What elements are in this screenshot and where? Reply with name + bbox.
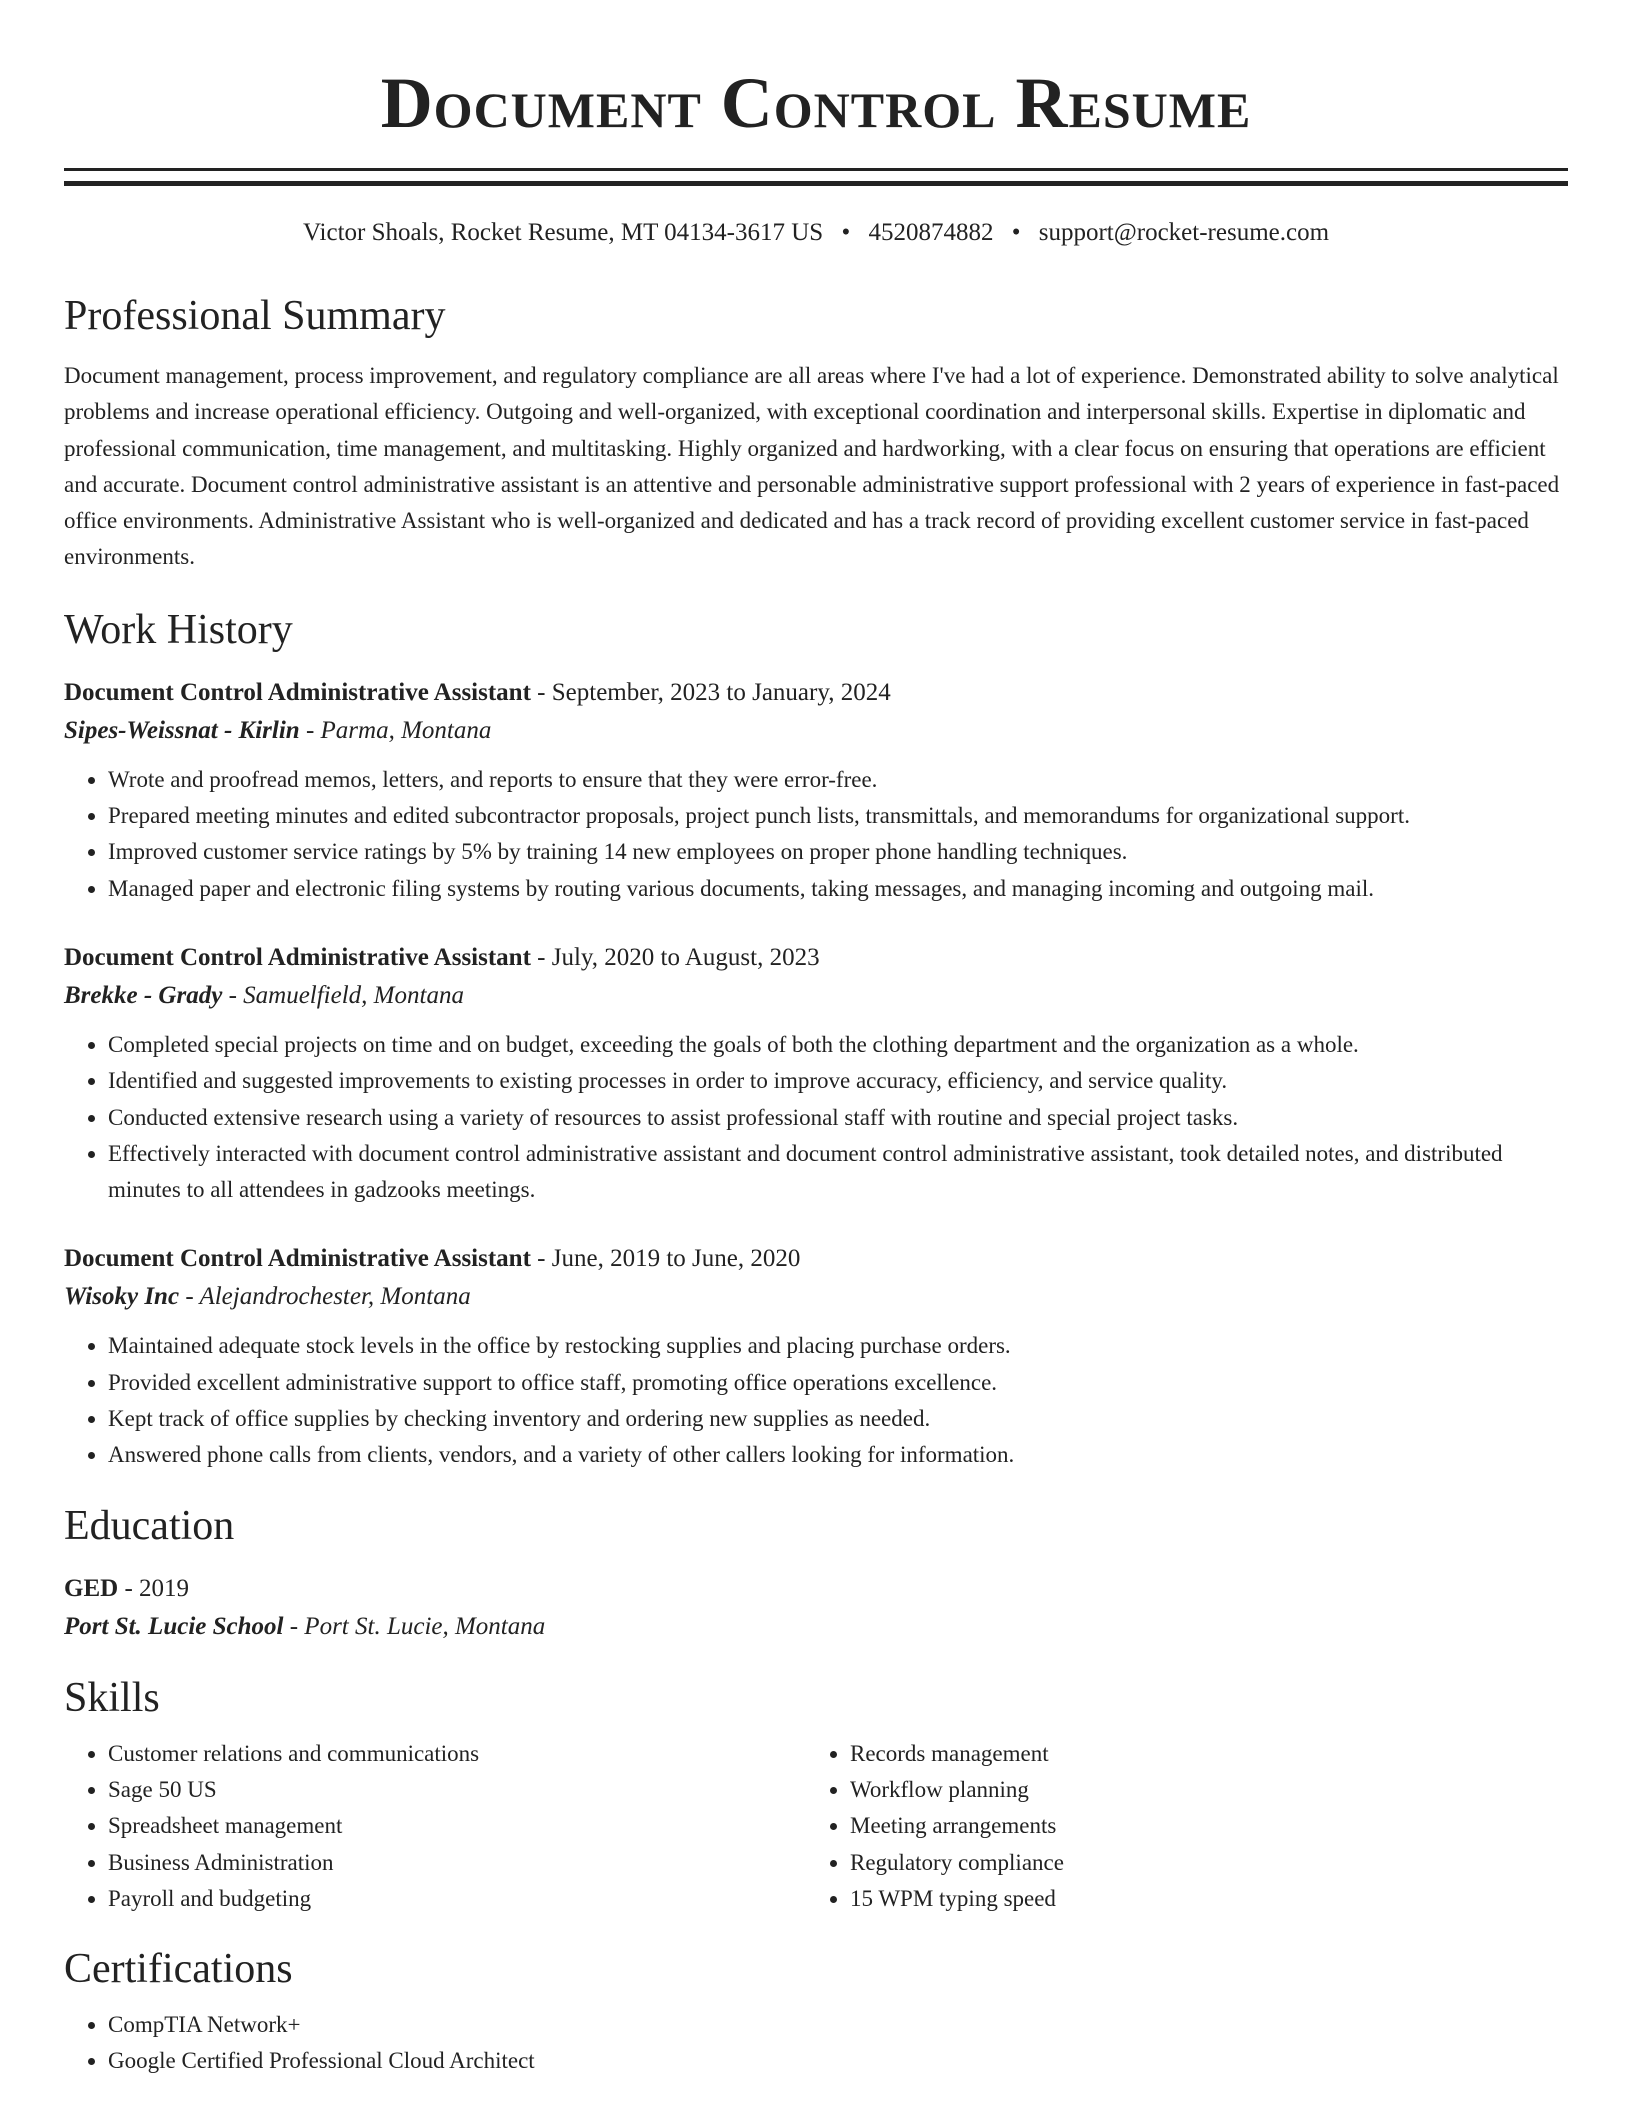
degree-line (64, 1570, 1568, 1608)
school-name: Port St. Lucie School (64, 1612, 284, 1640)
job-title-line (64, 1240, 1568, 1278)
certifications-heading: Certifications (64, 1946, 293, 1993)
skills-heading: Skills (64, 1674, 160, 1721)
skill-item: • 15 WPM typing speed (850, 1881, 1548, 1917)
job-role: Document Control Administrative Assistant (64, 1245, 531, 1273)
job-title-line (64, 674, 1568, 712)
summary-text: Document management, process improvement, and regulatory compliance are all areas where I've had a lot of experience. Demonstrated ability to solve analytical problems and increase operational efficiency. Outgoing and well-organized, with exceptional coordination and interpersonal skills. Expertise in diplomatic and professional communication, time management, and multitasking. Highly organized and hardworking, with a clear focus on ensuring that operations are efficient and accurate. Document control administrative assistant is an attentive and personable administrative support professional with 2 years of experience in fast-paced office environments. Administrative Assistant who is well-organized and dedicated and has a track record of providing excellent customer service in fast-paced environments. (64, 363, 1560, 570)
education-heading: Education (64, 1502, 235, 1549)
job-duties-list (64, 762, 1568, 907)
list-item: • Maintained adequate stock levels in the office by restocking supplies and placing purchase orders. (108, 1328, 1568, 1364)
list-item: • Effectively interacted with document control administrative assistant and document control administrative assistant, took detailed notes, and distributed minutes to all attendees in gadzooks meetings. (108, 1136, 1568, 1209)
job-duties-list (64, 1027, 1568, 1208)
contact-phone: 4520874882 (868, 219, 994, 246)
title-double-rule (64, 168, 1568, 186)
skill-item: • Spreadsheet management (108, 1808, 806, 1844)
job-dates: June, 2019 to June, 2020 (551, 1245, 801, 1273)
list-item: • Improved customer service ratings by 5% by training 14 new employees on proper phone handling techniques. (108, 834, 1568, 870)
dash: - (222, 981, 244, 1009)
contact-address: Victor Shoals, Rocket Resume, MT 04134-3617 US (302, 219, 824, 246)
job-role: Document Control Administrative Assistant (64, 678, 531, 706)
dash: - (530, 1245, 552, 1273)
list-item: • Completed special projects on time and on budget, exceeding the goals of both the clothing department and the organization as a whole. (108, 1027, 1568, 1063)
skills-grid (64, 1736, 1568, 1917)
list-item: • Conducted extensive research using a variety of resources to assist professional staff with routine and special project tasks. (108, 1100, 1568, 1136)
skill-item: • Payroll and budgeting (108, 1881, 806, 1917)
certifications-list (64, 2007, 1568, 2080)
job-location: Samuelfield, Montana (243, 981, 464, 1009)
job-entry (64, 1240, 1568, 1473)
dash: - (283, 1612, 305, 1640)
dash: - (118, 1574, 140, 1602)
degree: GED (64, 1574, 119, 1602)
work-history-heading: Work History (64, 606, 293, 653)
skills-list-right (806, 1736, 1548, 1917)
skill-item: • Workflow planning (850, 1772, 1548, 1808)
list-item: • Identified and suggested improvements to existing processes in order to improve accuracy, efficiency, and service quality. (108, 1063, 1568, 1099)
certification-item: • CompTIA Network+ (108, 2007, 1568, 2043)
skill-item: • Regulatory compliance (850, 1845, 1548, 1881)
job-company-line (64, 712, 1568, 750)
list-item: • Provided excellent administrative support to office staff, promoting office operations excellence. (108, 1365, 1568, 1401)
job-title-line (64, 939, 1568, 977)
job-entry (64, 939, 1568, 1208)
page-title: Document Control Resume (380, 63, 1252, 143)
job-company-line (64, 1278, 1568, 1316)
list-item: • Prepared meeting minutes and edited subcontractor proposals, project punch lists, transmittals, and memorandums for organizational support. (108, 798, 1568, 834)
skill-item: • Records management (850, 1736, 1548, 1772)
skill-item: • Meeting arrangements (850, 1808, 1548, 1844)
job-entry (64, 674, 1568, 907)
school-line (64, 1608, 1568, 1646)
job-role: Document Control Administrative Assistant (64, 943, 531, 971)
school-location: Port St. Lucie, Montana (304, 1612, 546, 1640)
list-item: • Wrote and proofread memos, letters, and reports to ensure that they were error-free. (108, 762, 1568, 798)
list-item: • Kept track of office supplies by checking inventory and ordering new supplies as needed. (108, 1401, 1568, 1437)
job-company: Sipes-Weissnat - Kirlin (64, 716, 300, 744)
summary-heading: Professional Summary (64, 293, 446, 339)
bullet-separator: • (841, 219, 851, 246)
job-dates: September, 2023 to January, 2024 (551, 678, 891, 706)
dash: - (299, 716, 321, 744)
dash: - (530, 943, 552, 971)
job-company: Brekke - Grady (64, 981, 223, 1009)
list-item: • Managed paper and electronic filing systems by routing various documents, taking messages, and managing incoming and outgoing mail. (108, 871, 1568, 907)
bullet-separator: • (1011, 219, 1021, 246)
job-location: Parma, Montana (320, 716, 492, 744)
list-item: • Answered phone calls from clients, vendors, and a variety of other callers looking for information. (108, 1437, 1568, 1473)
graduation-year: 2019 (139, 1574, 190, 1602)
job-company-line (64, 977, 1568, 1015)
skill-item: • Sage 50 US (108, 1772, 806, 1808)
contact-email: support@rocket-resume.com (1038, 219, 1330, 246)
education-entry (64, 1570, 1568, 1646)
certification-item: • Google Certified Professional Cloud Architect (108, 2043, 1568, 2079)
job-duties-list (64, 1328, 1568, 1473)
job-dates: July, 2020 to August, 2023 (551, 943, 820, 971)
job-location: Alejandrochester, Montana (199, 1283, 471, 1311)
contact-line (64, 216, 1568, 250)
dash: - (530, 678, 552, 706)
skills-list-left (64, 1736, 806, 1917)
skill-item: • Customer relations and communications (108, 1736, 806, 1772)
dash: - (179, 1283, 200, 1311)
skill-item: • Business Administration (108, 1845, 806, 1881)
job-company: Wisoky Inc (64, 1283, 180, 1311)
